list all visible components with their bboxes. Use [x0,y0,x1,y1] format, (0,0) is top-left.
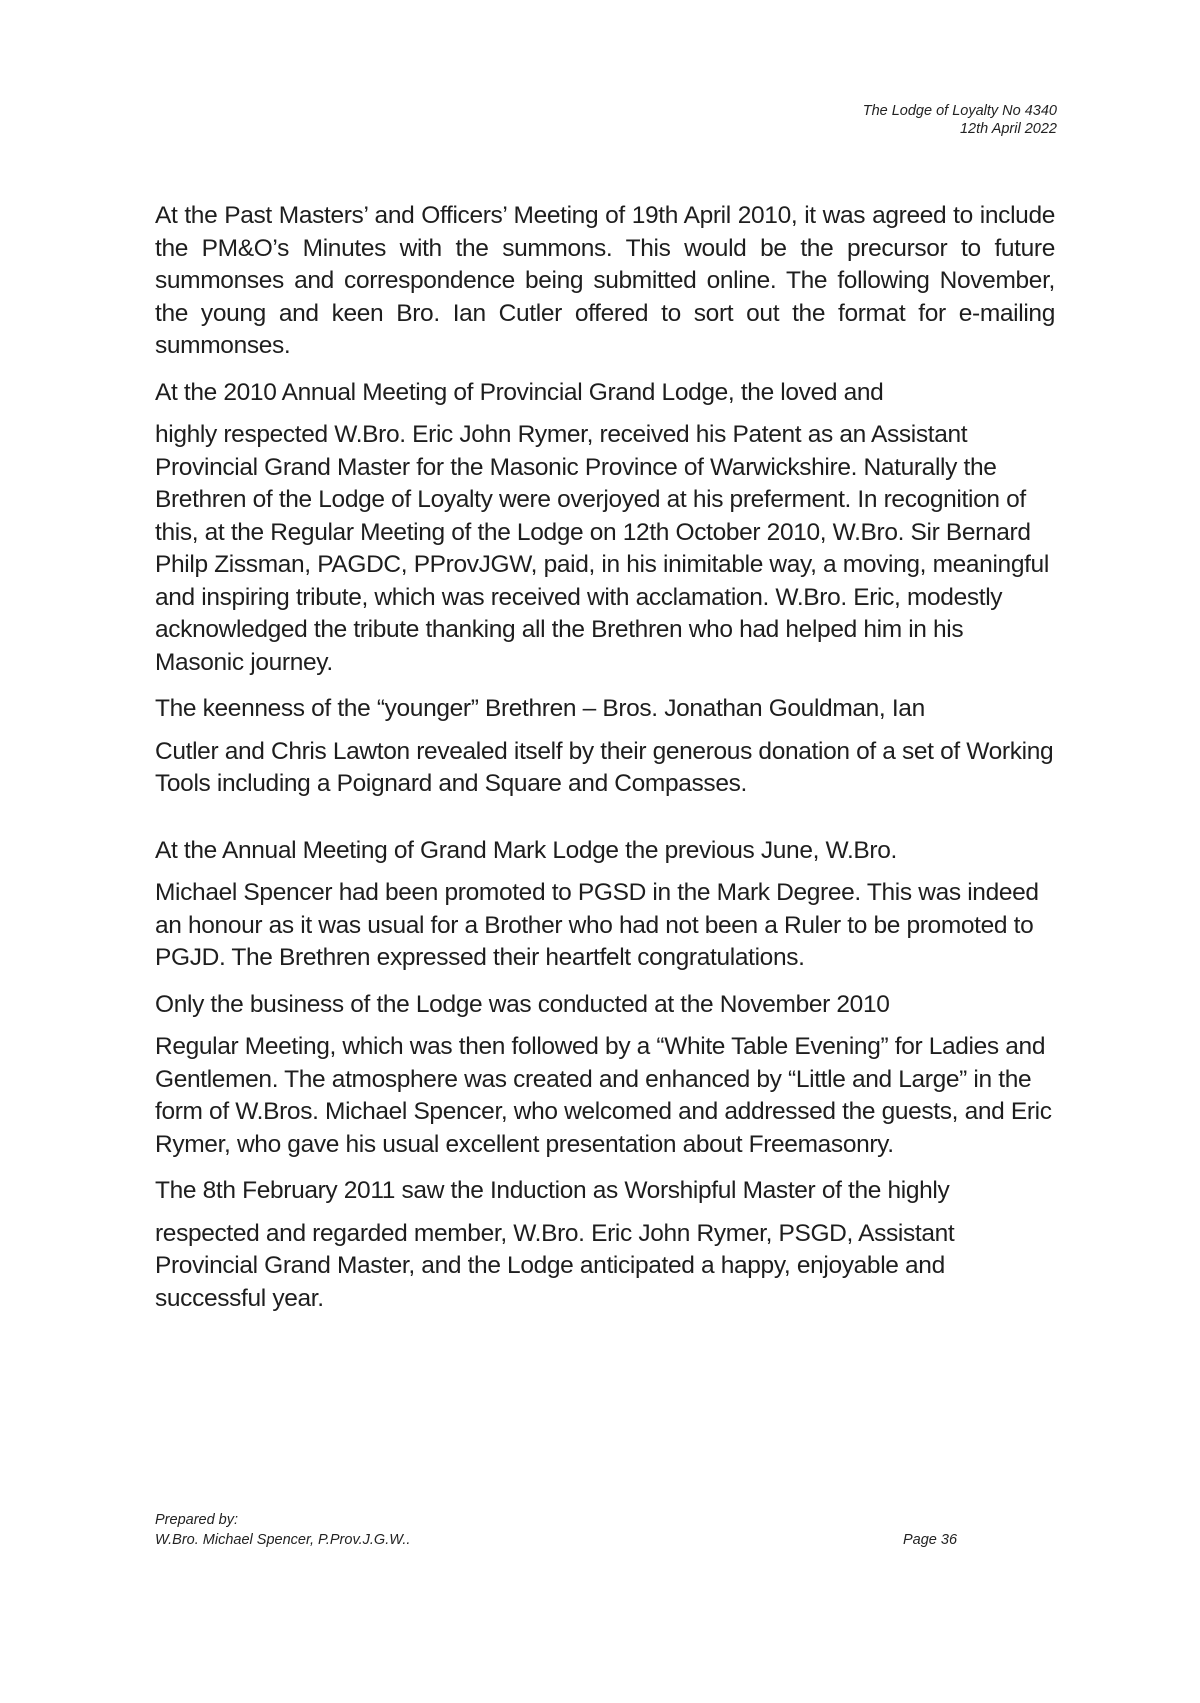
paragraph: highly respected W.Bro. Eric John Rymer, received his Patent as an Assistant Provincial Grand Master for the Masonic Province of Warwickshire. Naturally the Brethren of the Lodge of Loyalty were overjoyed at his preferment. In recognition of this, at the Regular Meeting of the Lodge on 12th October 2010, W.Bro. Sir Bernard Philp Zissman, PAGDC, PProvJGW, paid, in his inimitable way, a moving, meaningful and inspiring tribute, which was received with acclamation. W.Bro. Eric, modestly acknowledged the tribute thanking all the Brethren who had helped him in his Masonic journey. [155,421,1049,676]
paragraph: At the Past Masters’ and Officers’ Meeting of 19th April 2010, it was agreed to include the PM&O’s Minutes with the summons. This would be the precursor to future summonses and correspondence being submitted online. The following November, the young and keen Bro. Ian Cutler offered to sort out the format for e-mailing summonses. [155,202,1055,359]
paragraph: The 8th February 2011 saw the Induction as Worshipful Master of the highly [155,1177,950,1204]
header-date: 12th April 2022 [959,121,1057,137]
paragraph: At the Annual Meeting of Grand Mark Lodge the previous June, W.Bro. [155,836,897,864]
body-text [155,200,1055,1315]
page-header [863,102,1057,138]
paragraph: Only the business of the Lodge was conducted at the November 2010 [155,990,890,1018]
author-name: W.Bro. Michael Spencer, P.Prov.J.G.W.. [155,1532,411,1548]
prepared-by-label: Prepared by: [155,1512,239,1528]
paragraph: Regular Meeting, which was then followed by a “White Table Evening” for Ladies and Gentlemen. The atmosphere was created and enhanced by “Little and Large” in the form of W.Bros. Michael Spencer, who welcomed and addressed the guests, and Eric Rymer, who gave his usual excellent presentation about Freemasonry. [155,1033,1052,1158]
page-footer-preparer [155,1510,410,1550]
header-lodge-name: The Lodge of Loyalty No 4340 [862,103,1057,119]
paragraph: The keenness of the “younger” Brethren – Bros. Jonathan Gouldman, Ian [155,695,925,722]
paragraph: Cutler and Chris Lawton revealed itself by their generous donation of a set of Working Tools including a Poignard and Square and Compasses. [155,737,1054,797]
paragraph: Michael Spencer had been promoted to PGSD in the Mark Degree. This was indeed an honour as it was usual for a Brother who had not been a Ruler to be promoted to PGJD. The Brethren expressed their heartfelt congratulations. [155,879,1039,971]
paragraph: At the 2010 Annual Meeting of Provincial Grand Lodge, the loved and [155,378,884,406]
page-number: Page 36 [903,1532,958,1548]
paragraph: respected and regarded member, W.Bro. Eric John Rymer, PSGD, Assistant Provincial Grand Master, and the Lodge anticipated a happy, enjoyable and successful year. [155,1219,955,1312]
